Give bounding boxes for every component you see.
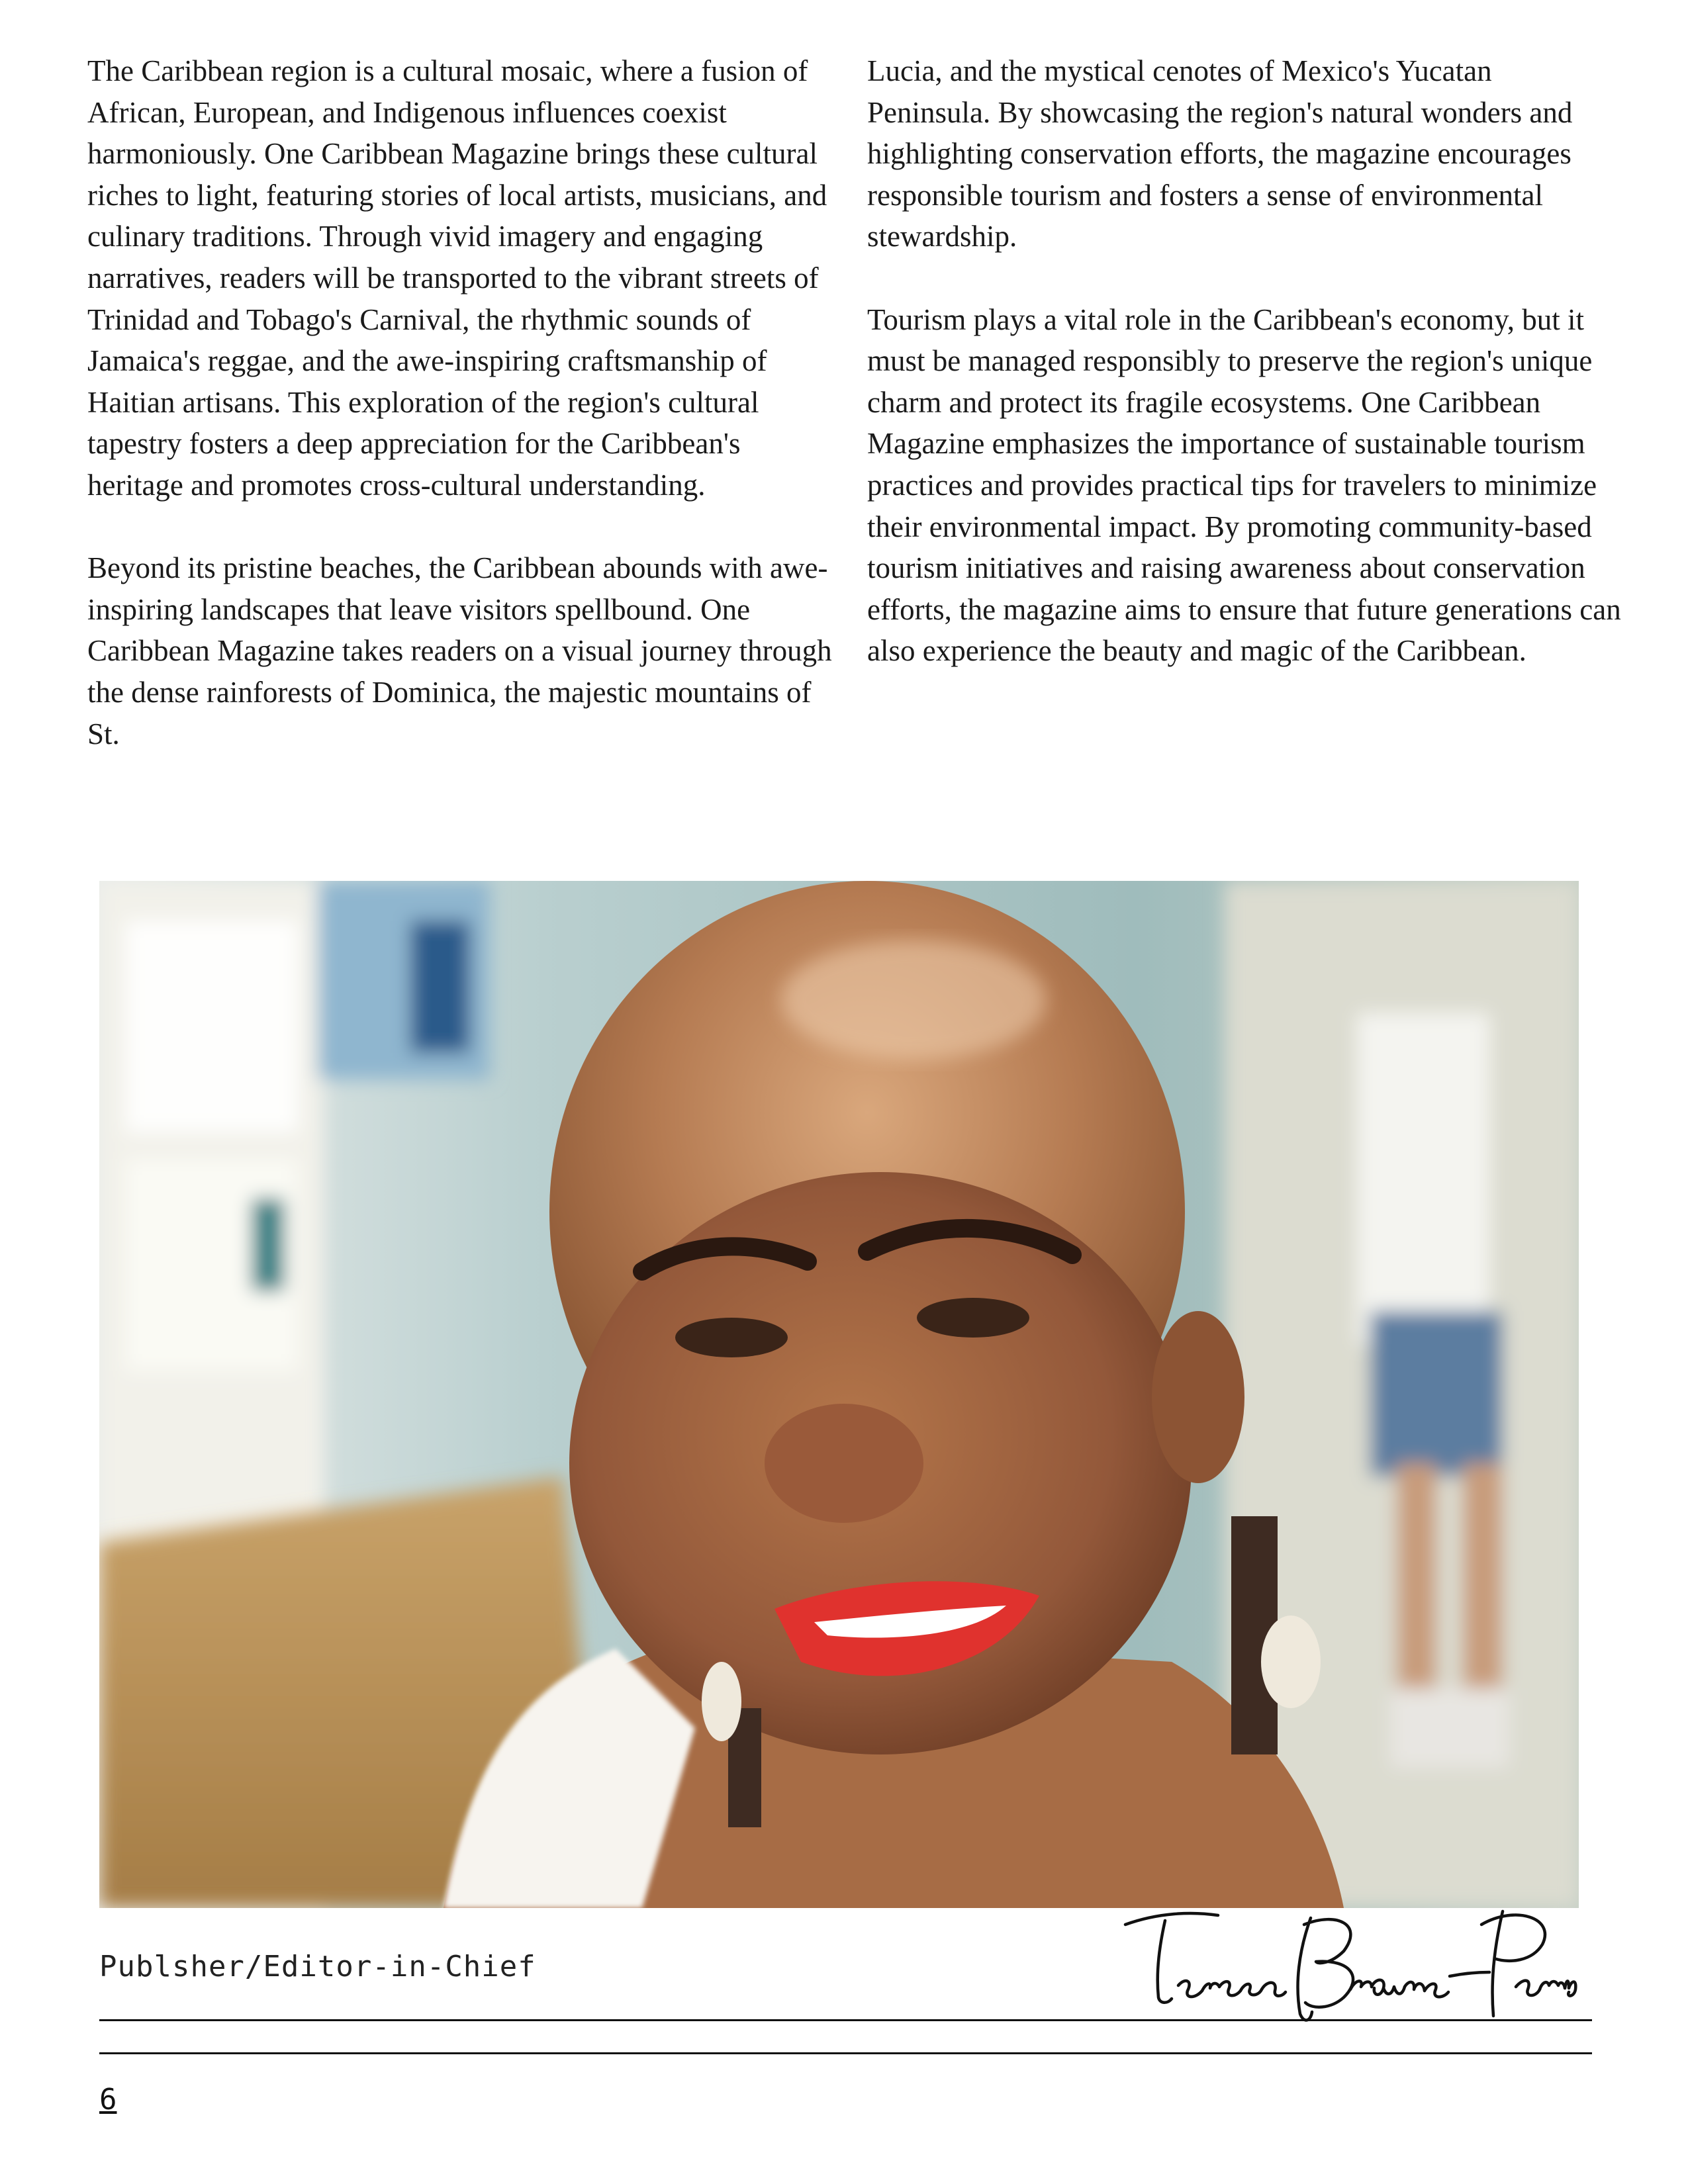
editor-portrait-photo bbox=[99, 881, 1579, 1908]
page-number: 6 bbox=[99, 2083, 117, 2116]
photo-caption bbox=[99, 1911, 1592, 2021]
editor-role: Publsher/Editor-in-Chief bbox=[99, 1950, 536, 1983]
paragraph-tourism: Tourism plays a vital role in the Caribbean's economy, but it must be managed responsibly to preserve the region's unique charm and protect its fragile ecosystems. One Caribbean Magazine emphasizes the importance of sustainable tourism practices and provides practical tips for travelers to minimize their environmental impact. By promoting community-based tourism initiatives and raising awareness about conservation efforts, the magazine aims to ensure that future generations can also experience the beauty and magic of the Caribbean. bbox=[867, 302, 1621, 668]
right-column bbox=[867, 50, 1622, 672]
paragraph-landscapes-continued: Lucia, and the mystical cenotes of Mexico's Yucatan Peninsula. By showcasing the region's natural wonders and highlighting conservation efforts, the magazine encourages responsible tourism and fosters a sense of environmental stewardship. bbox=[867, 54, 1573, 253]
paragraph-culture: The Caribbean region is a cultural mosaic, where a fusion of African, European, and Indigenous influences coexist harmoniously. One Caribbean Magazine brings these cultural riches to light, featuring stories of local artists, musicians, and culinary traditions. Through vivid imagery and engaging narratives, readers will be transported to the vibrant streets of Trinidad and Tobago's Carnival, the rhythmic sounds of Jamaica's reggae, and the awe-inspiring craftsmanship of Haitian artisans. This exploration of the region's cultural tapestry fosters a deep appreciation for the Caribbean's heritage and promotes cross-cultural understanding. bbox=[87, 54, 827, 502]
handwritten-signature bbox=[1119, 1898, 1582, 2024]
article-body bbox=[87, 50, 1621, 811]
paragraph-landscapes: Beyond its pristine beaches, the Caribbean abounds with awe-inspiring landscapes that leave visitors spellbound. One Caribbean Magazine takes readers on a visual journey through the dense rainforests of Dominica, the majestic mountains of St. bbox=[87, 551, 832, 751]
caption-divider-bottom bbox=[99, 2052, 1592, 2054]
caption-divider-top bbox=[99, 2019, 1592, 2021]
left-column bbox=[87, 50, 842, 754]
